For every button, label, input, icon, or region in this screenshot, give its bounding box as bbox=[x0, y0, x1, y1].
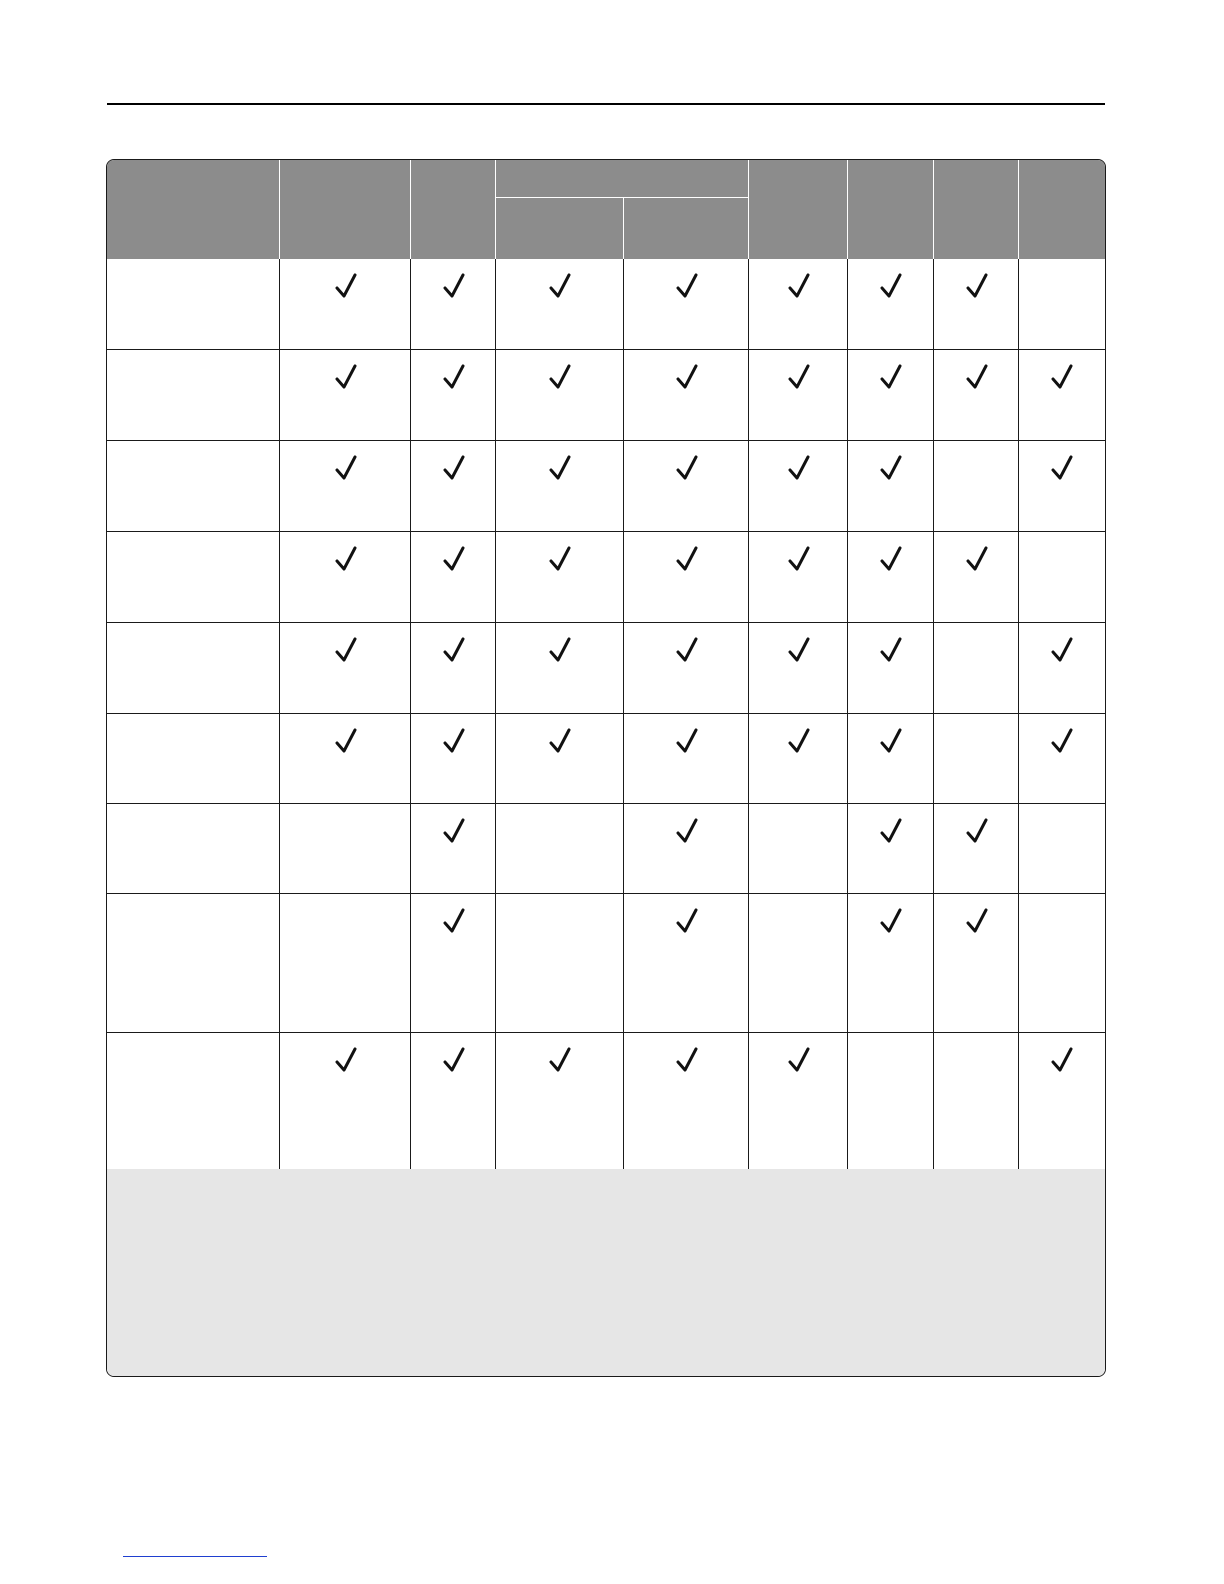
table-cell bbox=[624, 259, 749, 349]
table-cell bbox=[496, 804, 624, 893]
checkmark-icon bbox=[335, 455, 357, 481]
checkmark-icon bbox=[443, 273, 465, 299]
checkmark-icon bbox=[676, 728, 698, 754]
table-cell bbox=[496, 894, 624, 1032]
table-cell bbox=[280, 1033, 411, 1169]
table-cell bbox=[624, 350, 749, 440]
table-cell bbox=[1019, 441, 1105, 531]
checkmark-icon bbox=[880, 546, 902, 572]
table-cell bbox=[624, 894, 749, 1032]
table-cell bbox=[496, 441, 624, 531]
checkmark-icon bbox=[1051, 728, 1073, 754]
checkmark-icon bbox=[788, 364, 810, 390]
table-cell bbox=[934, 804, 1019, 893]
table-cell bbox=[749, 532, 848, 622]
table-row bbox=[107, 894, 1105, 1033]
checkmark-icon bbox=[549, 1047, 571, 1073]
table-cell bbox=[934, 259, 1019, 349]
checkmark-icon bbox=[880, 273, 902, 299]
checkmark-icon bbox=[966, 818, 988, 844]
checkmark-icon bbox=[443, 637, 465, 663]
table-cell bbox=[934, 623, 1019, 713]
table-cell bbox=[848, 894, 934, 1032]
table-row bbox=[107, 804, 1105, 894]
table-cell bbox=[411, 1033, 496, 1169]
checkmark-icon bbox=[676, 273, 698, 299]
table-cell bbox=[1019, 894, 1105, 1032]
header-group-cell bbox=[496, 160, 749, 198]
checkmark-icon bbox=[335, 728, 357, 754]
header-sub-cell bbox=[624, 198, 749, 259]
checkmark-icon bbox=[788, 546, 810, 572]
table-cell bbox=[848, 259, 934, 349]
table-cell bbox=[624, 714, 749, 803]
table-row bbox=[107, 350, 1105, 441]
table-cell bbox=[411, 350, 496, 440]
checkmark-icon bbox=[676, 818, 698, 844]
row-label-cell bbox=[107, 441, 280, 531]
footer-link-underline bbox=[123, 1556, 267, 1557]
table-cell bbox=[280, 350, 411, 440]
table-cell bbox=[934, 441, 1019, 531]
checkmark-icon bbox=[1051, 455, 1073, 481]
table-row bbox=[107, 441, 1105, 532]
checkmark-icon bbox=[880, 818, 902, 844]
checkmark-icon bbox=[443, 818, 465, 844]
table-cell bbox=[749, 714, 848, 803]
table-cell bbox=[280, 714, 411, 803]
table-cell bbox=[411, 714, 496, 803]
header-cell bbox=[934, 160, 1019, 259]
checkmark-icon bbox=[443, 1047, 465, 1073]
row-label-cell bbox=[107, 532, 280, 622]
table-cell bbox=[848, 350, 934, 440]
checkmark-icon bbox=[676, 455, 698, 481]
table-cell bbox=[496, 623, 624, 713]
media-support-table bbox=[106, 159, 1106, 1377]
row-label-cell bbox=[107, 804, 280, 893]
table-cell bbox=[411, 441, 496, 531]
row-label-cell bbox=[107, 1033, 280, 1169]
checkmark-icon bbox=[549, 728, 571, 754]
table-cell bbox=[848, 623, 934, 713]
checkmark-icon bbox=[1051, 1047, 1073, 1073]
table-cell bbox=[624, 441, 749, 531]
table-cell bbox=[280, 804, 411, 893]
table-cell bbox=[749, 623, 848, 713]
checkmark-icon bbox=[549, 273, 571, 299]
table-cell bbox=[848, 804, 934, 893]
table-cell bbox=[496, 1033, 624, 1169]
table-cell bbox=[411, 804, 496, 893]
table-cell bbox=[411, 259, 496, 349]
table-cell bbox=[496, 350, 624, 440]
checkmark-icon bbox=[443, 728, 465, 754]
checkmark-icon bbox=[966, 273, 988, 299]
table-cell bbox=[848, 441, 934, 531]
checkmark-icon bbox=[335, 637, 357, 663]
table-cell bbox=[848, 532, 934, 622]
checkmark-icon bbox=[335, 546, 357, 572]
checkmark-icon bbox=[443, 364, 465, 390]
checkmark-icon bbox=[788, 273, 810, 299]
table-cell bbox=[411, 894, 496, 1032]
checkmark-icon bbox=[788, 728, 810, 754]
table-cell bbox=[496, 532, 624, 622]
table-cell bbox=[749, 259, 848, 349]
table-cell bbox=[496, 714, 624, 803]
row-label-cell bbox=[107, 259, 280, 349]
table-cell bbox=[496, 259, 624, 349]
checkmark-icon bbox=[880, 364, 902, 390]
table-cell bbox=[749, 894, 848, 1032]
header-cell bbox=[280, 160, 411, 259]
checkmark-icon bbox=[880, 637, 902, 663]
table-cell bbox=[934, 350, 1019, 440]
table-cell bbox=[411, 532, 496, 622]
header-cell bbox=[1019, 160, 1105, 259]
table-cell bbox=[1019, 1033, 1105, 1169]
header-cell bbox=[848, 160, 934, 259]
checkmark-icon bbox=[966, 364, 988, 390]
header-cell bbox=[749, 160, 848, 259]
top-rule bbox=[107, 103, 1105, 105]
checkmark-icon bbox=[1051, 364, 1073, 390]
table-cell bbox=[280, 623, 411, 713]
checkmark-icon bbox=[335, 273, 357, 299]
row-label-cell bbox=[107, 894, 280, 1032]
table-cell bbox=[848, 714, 934, 803]
table-cell bbox=[280, 532, 411, 622]
table-cell bbox=[1019, 532, 1105, 622]
checkmark-icon bbox=[880, 455, 902, 481]
checkmark-icon bbox=[676, 1047, 698, 1073]
table-cell bbox=[1019, 714, 1105, 803]
checkmark-icon bbox=[676, 364, 698, 390]
table-cell bbox=[848, 1033, 934, 1169]
table-footnote bbox=[107, 1169, 1105, 1376]
checkmark-icon bbox=[1051, 637, 1073, 663]
table-cell bbox=[749, 804, 848, 893]
table-cell bbox=[280, 259, 411, 349]
checkmark-icon bbox=[443, 455, 465, 481]
checkmark-icon bbox=[443, 546, 465, 572]
table-cell bbox=[280, 894, 411, 1032]
checkmark-icon bbox=[549, 546, 571, 572]
table-cell bbox=[934, 1033, 1019, 1169]
table-cell bbox=[934, 894, 1019, 1032]
table-cell bbox=[1019, 350, 1105, 440]
checkmark-icon bbox=[549, 364, 571, 390]
checkmark-icon bbox=[966, 908, 988, 934]
table-cell bbox=[1019, 259, 1105, 349]
checkmark-icon bbox=[788, 1047, 810, 1073]
table-cell bbox=[934, 532, 1019, 622]
checkmark-icon bbox=[880, 728, 902, 754]
header-cell-label bbox=[107, 160, 280, 259]
checkmark-icon bbox=[549, 637, 571, 663]
table-cell bbox=[749, 350, 848, 440]
checkmark-icon bbox=[549, 455, 571, 481]
table-cell bbox=[624, 1033, 749, 1169]
checkmark-icon bbox=[788, 637, 810, 663]
checkmark-icon bbox=[335, 364, 357, 390]
table-cell bbox=[749, 1033, 848, 1169]
table-cell bbox=[749, 441, 848, 531]
table-row bbox=[107, 532, 1105, 623]
checkmark-icon bbox=[676, 637, 698, 663]
table-row bbox=[107, 1033, 1105, 1170]
checkmark-icon bbox=[966, 546, 988, 572]
table-cell bbox=[1019, 623, 1105, 713]
row-label-cell bbox=[107, 350, 280, 440]
checkmark-icon bbox=[676, 546, 698, 572]
table-cell bbox=[411, 623, 496, 713]
table-cell bbox=[1019, 804, 1105, 893]
checkmark-icon bbox=[676, 908, 698, 934]
table-row bbox=[107, 259, 1105, 350]
checkmark-icon bbox=[335, 1047, 357, 1073]
row-label-cell bbox=[107, 714, 280, 803]
table-cell bbox=[280, 441, 411, 531]
table-cell bbox=[624, 623, 749, 713]
checkmark-icon bbox=[788, 455, 810, 481]
table-row bbox=[107, 623, 1105, 714]
header-sub-cell bbox=[496, 198, 624, 259]
table-row bbox=[107, 714, 1105, 804]
checkmark-icon bbox=[880, 908, 902, 934]
table-cell bbox=[624, 532, 749, 622]
checkmark-icon bbox=[443, 908, 465, 934]
row-label-cell bbox=[107, 623, 280, 713]
table-header bbox=[107, 160, 1105, 259]
table-cell bbox=[934, 714, 1019, 803]
table-cell bbox=[624, 804, 749, 893]
header-cell bbox=[411, 160, 496, 259]
